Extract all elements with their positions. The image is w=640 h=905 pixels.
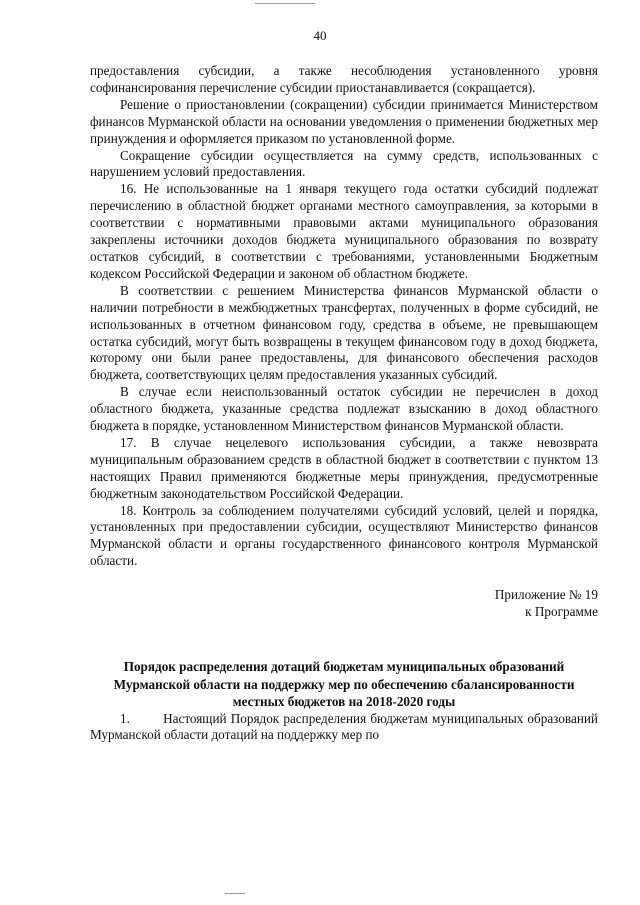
appendix-program: к Программе (525, 604, 598, 620)
paragraph-18: 18. Контроль за соблюдением получателями субсидий условий, целей и порядка, установленных при предоставлении субсидии, осуществляют Министерство финансов Мурманской области и органы государственного финансового контроля Мурманской области. (90, 502, 598, 569)
paragraph: Сокращение субсидии осуществляется на сумму средств, использованных с нарушением условий предоставления. (90, 147, 598, 180)
paragraph: предоставления субсидии, а также несоблюдения установленного уровня софинансирования перечисление субсидии приостанавливается (сокращается). (90, 63, 598, 95)
paragraph: В случае если неиспользованный остаток субсидии не перечислен в доход областного бюджета, указанные средства подлежат взысканию в доход областного бюджета в порядке, установленном Министерством финансов Мурманской области. (90, 384, 598, 434)
paragraph-1: 1. Настоящий Порядок распределения бюджетам муниципальных образований Мурманской области дотаций на поддержку мер по (90, 710, 598, 743)
paragraph: Решение о приостановлении (сокращении) субсидии принимается Министерством финансов Мурманской области на основании уведомления о применении бюджетных мер принуждения и оформляется приказом по установленной форме. (90, 96, 598, 146)
appendix-number: Приложение № 19 (494, 587, 598, 603)
section-title: Порядок распределения дотаций бюджетам муниципальных образований Мурманской области на поддержку мер по обеспечению сбалансированности местных бюджетов на 2018-2020 годы (113, 659, 575, 709)
document-body (90, 63, 598, 744)
scan-mark-top (255, 3, 315, 4)
scan-mark-bottom (225, 893, 245, 894)
paragraph-16: 16. Не использованные на 1 января текущего года остатки субсидий подлежат перечислению в областной бюджет органами местного самоуправления, за которыми в соответствии с нормативными правовыми актами муниципального образования закреплены источники доходов бюджета муниципального образования по возврату остатков субсидий, в соответствии с требованиями, установленными Бюджетным кодексом Российской Федерации и законом об областном бюджете. (90, 181, 598, 281)
page-number: 40 (313, 28, 327, 43)
paragraph-17: 17. В случае нецелевого использования субсидии, а также невозврата муниципальным образованием средств в областной бюджет в соответствии с пунктом 13 настоящих Правил применяются бюджетные меры принуждения, предусмотренные бюджетным законодательством Российской Федерации. (90, 434, 598, 501)
paragraph: В соответствии с решением Министерства финансов Мурманской области о наличии потребности в межбюджетных трансфертах, полученных в форме субсидий, не использованных в отчетном финансовом году, средства в объеме, не превышающем остатка субсидий, могут быть возвращены в текущем финансовом году в доход бюджета, которому они были ранее предоставлены, для финансового обеспечения расходов бюджета, соответствующих целям предоставления указанных субсидий. (90, 282, 598, 383)
appendix-reference (90, 587, 598, 621)
